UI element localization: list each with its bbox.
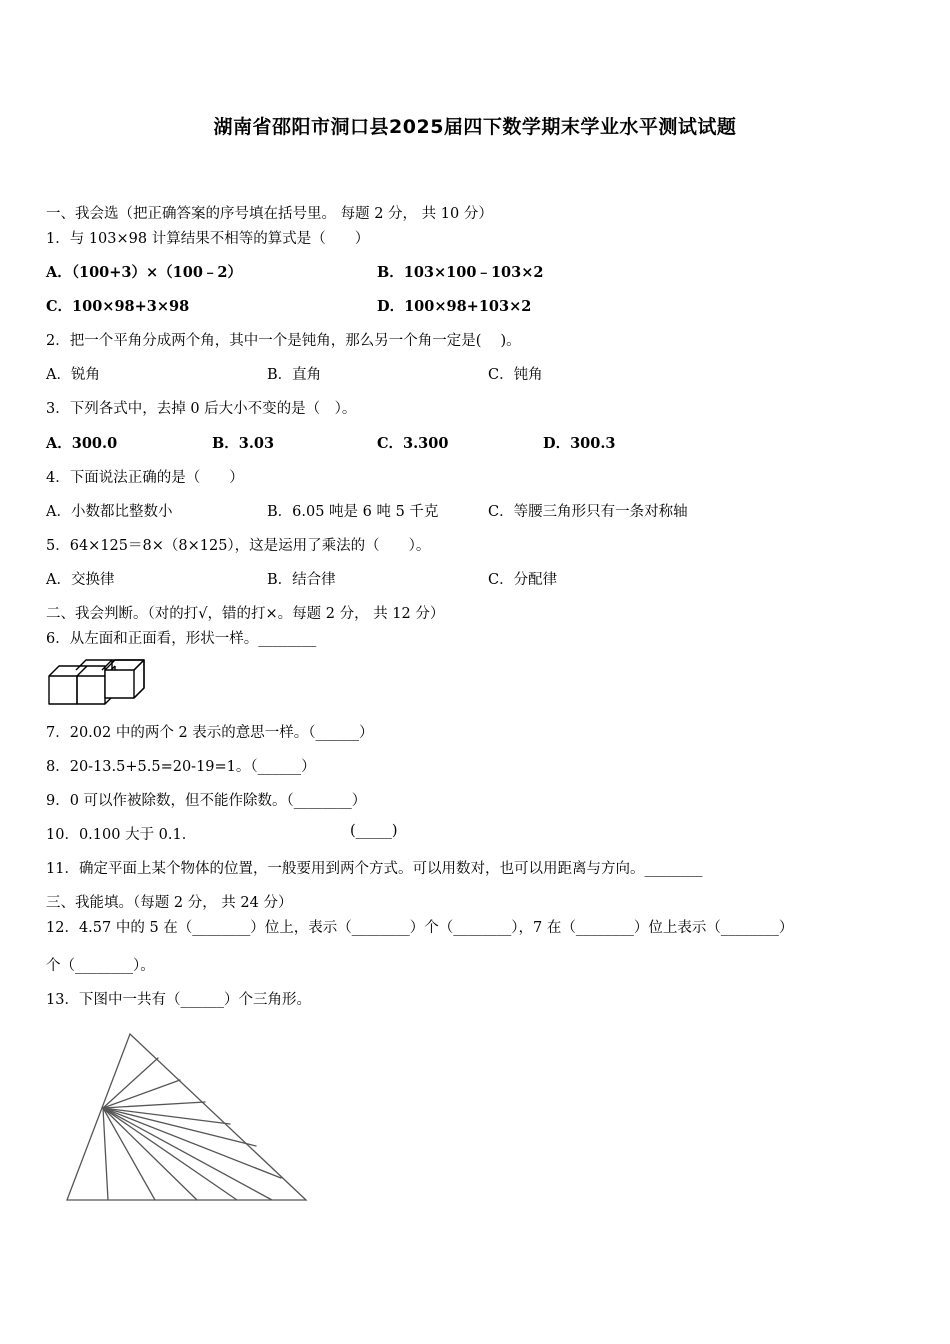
q2-option-a: A．锐角 xyxy=(46,367,100,383)
q6-text: 6．从左面和正面看，形状一样。________ xyxy=(46,631,317,647)
q4-text: 4．下面说法正确的是（ ） xyxy=(46,470,244,486)
triangle-figure xyxy=(60,1028,320,1208)
q11-text: 11．确定平面上某个物体的位置，一般要用到两个方式。可以用数对，也可以用距离与方向。________ xyxy=(46,861,703,877)
q10-blank: (_____) xyxy=(350,823,398,839)
q5-option-c: C．分配律 xyxy=(488,572,558,588)
q3-option-a: A．300.0 xyxy=(46,435,118,452)
q2-option-c: C．钝角 xyxy=(488,367,543,383)
q13-text: 13．下图中一共有（______）个三角形。 xyxy=(46,992,311,1008)
q5-text: 5．64×125＝8×（8×125），这是运用了乘法的（ ）。 xyxy=(46,538,431,554)
q1-option-c: C．100×98+3×98 xyxy=(46,298,190,315)
q7-text: 7．20.02 中的两个 2 表示的意思一样。（______） xyxy=(46,725,374,741)
q4-option-c: C．等腰三角形只有一条对称轴 xyxy=(488,504,688,520)
section3-header: 三、我能填。（每题 2 分， 共 24 分） xyxy=(46,895,293,911)
q12-line1: 12．4.57 中的 5 在（________）位上，表示（________）个（________），7 在（________）位上表示（________） xyxy=(46,920,794,936)
q1-option-a: A．（100+3）×（100﹣2） xyxy=(46,264,243,281)
q4-option-a: A．小数都比整数小 xyxy=(46,504,173,520)
q3-text: 3．下列各式中，去掉 0 后大小不变的是（ ）。 xyxy=(46,401,357,417)
cube-figure xyxy=(46,656,156,706)
q8-text: 8．20-13.5+5.5=20-19=1。（______） xyxy=(46,759,316,775)
q1-text: 1．与 103×98 计算结果不相等的算式是（ ） xyxy=(46,231,370,247)
q3-option-d: D．300.3 xyxy=(543,435,616,452)
section2-header: 二、我会判断。（对的打√，错的打×。每题 2 分， 共 12 分） xyxy=(46,606,445,622)
q2-text: 2．把一个平角分成两个角，其中一个是钝角，那么另一个角一定是( )。 xyxy=(46,333,521,349)
q9-text: 9．0 可以作被除数，但不能作除数。（________） xyxy=(46,793,367,809)
q1-option-b: B．103×100﹣103×2 xyxy=(377,264,544,281)
q5-option-b: B．结合律 xyxy=(267,572,336,588)
page-title: 湖南省邵阳市洞口县2025届四下数学期末学业水平测试试题 xyxy=(213,116,737,138)
q10-text: 10．0.100 大于 0.1． xyxy=(46,827,197,843)
q3-option-b: B．3.03 xyxy=(212,435,275,452)
section1-header: 一、我会选（把正确答案的序号填在括号里。 每题 2 分， 共 10 分） xyxy=(46,206,493,222)
q12-line2: 个（________）。 xyxy=(46,958,155,974)
q2-option-b: B．直角 xyxy=(267,367,322,383)
q5-option-a: A．交换律 xyxy=(46,572,115,588)
q3-option-c: C．3.300 xyxy=(377,435,449,452)
q1-option-d: D．100×98+103×2 xyxy=(377,298,532,315)
q4-option-b: B．6.05 吨是 6 吨 5 千克 xyxy=(267,504,439,520)
